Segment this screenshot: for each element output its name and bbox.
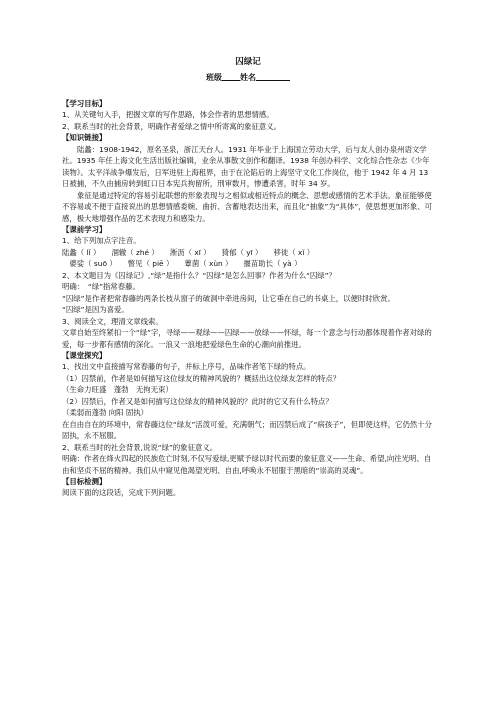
name-blank xyxy=(256,72,290,81)
name-label: 姓名 xyxy=(240,73,256,82)
inquiry-answer-1-1: （生命力旺盛 蓬勃 无拘无束） xyxy=(62,385,173,395)
preview-question-1: 1、给下列加点字注音。 xyxy=(62,236,141,246)
class-blank xyxy=(222,72,240,81)
inquiry-heading: 【课堂探究】 xyxy=(62,350,107,360)
inquiry-question-1-1: （1）囚禁前，作者是如何描写这位绿友的精神风貌的？概括出这位绿友怎样的特点？ xyxy=(62,373,341,383)
document-body xyxy=(62,98,434,499)
preview-answer-2a: 明确： “绿”指常春藤。 xyxy=(62,282,140,292)
class-name-line xyxy=(0,72,496,83)
pinyin-line-2: 婆娑（ suō ） 瞥见（ piē ） 蕈菌（ xùn ） 揠苗助长（ yà ） xyxy=(62,259,302,269)
symbolism-definition: 象征是通过特定的容易引起联想的形象表现与之相似或相近特点的概念、思想或感情的艺术手法。象征能够使不容易或不便于直接说出的思想情感委婉、曲折、含蓄地表达出来，而且化“抽象”为“具体”，使思想更加形象、可感，极大地增强作品的艺术表现力和感染力。 xyxy=(62,190,433,223)
inquiry-question-1-2: （2）囚禁后，作者又是如何描写这位绿友的精神风貌的？此时的它又有什么特点？ xyxy=(62,396,333,406)
inquiry-answer-1-2: （柔弱而蓬勃 向阳 固执） xyxy=(62,408,148,418)
goals-heading: 【学习目标】 xyxy=(62,99,107,108)
goal-item: 1、从关键句入手，把握文章的写作思路，体会作者的思想情感。 xyxy=(62,110,274,120)
preview-answer-2c: “囚绿”是因为喜爱。 xyxy=(62,305,129,315)
goal-item: 2、联系当时的社会背景，明确作者爱绿之情中所寄寓的象征意义。 xyxy=(62,121,282,131)
inquiry-question-2: 2、联系当时的社会背景,说说“绿”的象征意义。 xyxy=(62,442,218,452)
inquiry-paragraph: 在自由自在的环境中，常春藤这位“绿友”活泼可爱，充满朝气；而囚禁后成了“病孩子”，但即使这样，它仍然十分固执，永不屈服。 xyxy=(62,419,433,441)
knowledge-heading: 【知识链接】 xyxy=(62,133,107,143)
inquiry-answer-2: 明确：作者在烽火四起的民族危亡时刻,不仅写爱绿,更赋予绿以时代而要的象征意义——生命、希望,向往光明、自由和坚贞不屈的精神。我们从中窥见他渴望光明、自由,呼唤永不屈服于黑暗的“崇高的灵魂”。 xyxy=(62,454,432,475)
author-bio: 陆蠡：1908-1942，原名圣泉，浙江天台人。1931 年毕业于上海国立劳动大学，后与友人创办泉州语文学社。1935 年任上海文化生活出版社编辑，业余从事散文创作和翻译。1938 年创办科学、文化综合性杂志《少年读物》。太平洋战争爆发后，日军进驻上海租界，由于在沦陷后的上海坚守文化工作岗位，他于 1942 年 4 月 13 日被捕，不久由捕房转到虹口日本宪兵拘留所，刑审数月，惨遭杀害，时年 34 岁。 xyxy=(62,144,430,189)
test-heading: 【目标检测】 xyxy=(62,476,107,486)
preview-answer-2b: “囚绿”是作者把常春藤的两条长枝从窗子的破洞中牵进房间，让它垂在自己的书桌上，以便时时欣赏。 xyxy=(62,293,395,303)
pinyin-line-1: 陆蠡（ lǐ ） 涸辙（ zhé ） 淅沥（ xī ） 猗郁（ yī ） 移徙（ xǐ ） xyxy=(62,247,315,257)
inquiry-question-1: 1、找出文中直接描写常春藤的句子，并标上序号，品味作者笔下绿的特点。 xyxy=(62,362,311,372)
test-intro: 阅读下面的这段话，完成下列问题。 xyxy=(62,488,181,498)
preview-heading: 【课前学习】 xyxy=(62,224,107,234)
class-label: 班级 xyxy=(206,73,222,82)
preview-answer-3: 文章自始至终紧扣一个“绿”字，寻绿——观绿——囚绿——放绿——怀绿，每一个意念与行动都体现着作者对绿的爱，每一步都有感情的深化。一浪又一浪地把爱绿色生命的心潮向前推进。 xyxy=(62,328,432,349)
document-title: 囚绿记 xyxy=(235,57,261,67)
preview-question-3: 3、阅读全文，理清文章线索。 xyxy=(62,316,163,326)
preview-question-2: 2、本文题目为《囚绿记》,“绿”是指什么？“囚绿”是怎么回事？作者为什么“囚绿”？ xyxy=(62,270,336,280)
